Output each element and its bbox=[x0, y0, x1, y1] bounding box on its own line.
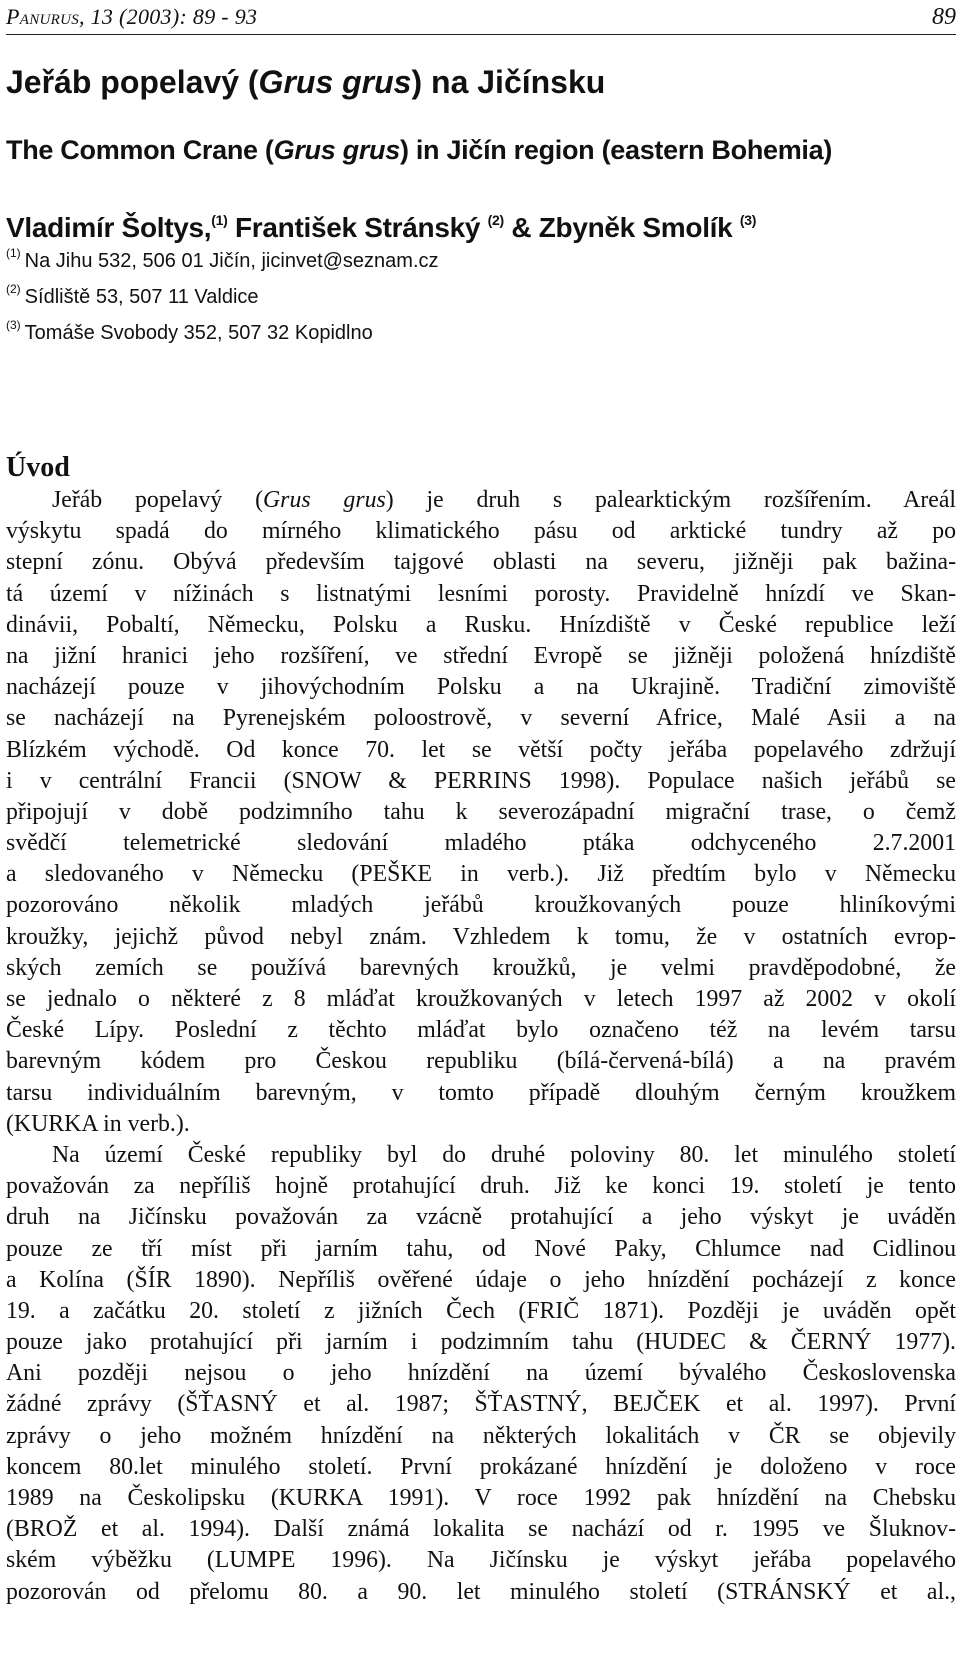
body-line: pozorováno několik mladých jeřábů kroužkovaných pouze hliníkovými bbox=[6, 892, 956, 919]
author-name: František Stránský bbox=[227, 212, 488, 243]
body-line: tarsu individuálním barevným, v tomto případě dlouhým černým kroužkem bbox=[6, 1079, 956, 1106]
body-line: nacházejí pouze v jihovýchodním Polsku a na Ukrajině. Tradiční zimoviště bbox=[6, 674, 956, 701]
body-line: České Lípy. Poslední z těchto mláďat bylo označeno též na levém tarsu bbox=[6, 1017, 956, 1044]
article-title-english bbox=[6, 133, 832, 167]
species-name: Grus grus bbox=[263, 487, 386, 513]
body-line: Na území České republiky byl do druhé poloviny 80. let minulého století bbox=[52, 1141, 956, 1168]
author-ref: (3) bbox=[739, 212, 757, 228]
body-line: koncem 80.let minulého století. První prokázané hnízdění je doloženo v roce bbox=[6, 1453, 956, 1480]
affiliation-item bbox=[6, 311, 439, 347]
affiliation-ref: (3) bbox=[6, 318, 21, 332]
body-line: ských zemích se používá barevných kroužků, je velmi pravděpodobné, že bbox=[6, 954, 956, 981]
author-name: Vladimír Šoltys, bbox=[6, 212, 212, 243]
affiliation-text: Na Jihu 532, 506 01 Jičín, jicinvet@seznam.cz bbox=[24, 250, 439, 272]
affiliation-item bbox=[6, 239, 439, 275]
body-line: na jižní hranici jeho rozšíření, ve střední Evropě se jižněji položená hnízdiště bbox=[6, 642, 956, 669]
affiliation-ref: (1) bbox=[6, 246, 21, 260]
body-line: pouze ze tří míst při jarním tahu, od Nové Paky, Chlumce nad Cidlinou bbox=[6, 1235, 956, 1262]
body-line: ském výběžku (LUMPE 1996). Na Jičínsku je výskyt jeřába popelavého bbox=[6, 1547, 956, 1574]
body-line: 1989 na Českolipsku (KURKA 1991). V roce 1992 pak hnízdění na Chebsku bbox=[6, 1485, 956, 1511]
body-line: Blízkém východě. Od konce 70. let se větší počty jeřába popelavého zdržují bbox=[6, 736, 956, 763]
title-en-species: Grus grus bbox=[273, 135, 400, 165]
title-cz-species: Grus grus bbox=[258, 64, 412, 100]
title-en-part: ) in Jičín region (eastern Bohemia) bbox=[399, 135, 833, 165]
body-line: i v centrální Francii (SNOW & PERRINS 1998). Populace našich jeřábů se bbox=[6, 767, 956, 794]
body-line bbox=[6, 485, 956, 516]
body-line: výskytu spadá do mírného klimatického pásu od arktické tundry až po bbox=[6, 518, 956, 545]
body-line: tá území v nížinách s listnatými lesními porosty. Pravidelně hnízdí ve Skan- bbox=[6, 580, 956, 607]
body-line: barevným kódem pro Českou republiku (bílá-červená-bílá) a na pravém bbox=[6, 1048, 956, 1075]
section-heading-uvod: Úvod bbox=[6, 452, 70, 483]
affiliation-item bbox=[6, 275, 439, 311]
affiliation-text: Tomáše Svobody 352, 507 32 Kopidlno bbox=[24, 322, 373, 344]
article-title-czech bbox=[6, 62, 605, 102]
body-line: druh na Jičínsku považován za vzácně protahující a jeho výskyt je uváděn bbox=[6, 1204, 956, 1231]
journal-citation: Panurus, 13 (2003): 89 - 93 bbox=[6, 4, 258, 29]
body-line: svědčí telemetrické sledování mladého ptáka odchyceného 2.7.2001 bbox=[6, 830, 956, 857]
affiliation-ref: (2) bbox=[6, 282, 21, 296]
body-line: (BROŽ et al. 1994). Další známá lokalita se nachází od r. 1995 ve Šluknov- bbox=[6, 1516, 956, 1543]
affiliation-text: Sídliště 53, 507 11 Valdice bbox=[24, 286, 259, 308]
body-line: Ani později nejsou o jeho hnízdění na území bývalého Československa bbox=[6, 1360, 956, 1387]
body-line: považován za nepříliš hojně protahující druh. Již ke konci 19. století je tento bbox=[6, 1173, 956, 1200]
body-line: a Kolína (ŠÍR 1890). Nepříliš ověřené údaje o jeho hnízdění pocházejí z konce bbox=[6, 1266, 956, 1293]
author-ref: (2) bbox=[487, 212, 504, 228]
body-line: zprávy o jeho možném hnízdění na některých lokalitách v ČR se objevily bbox=[6, 1422, 956, 1449]
title-cz-part: Jeřáb popelavý ( bbox=[6, 64, 259, 100]
body-line: kroužky, jejichž původ nebyl znám. Vzhledem k tomu, že v ostatních evrop- bbox=[6, 923, 956, 950]
body-line: (KURKA in verb.). bbox=[6, 1110, 190, 1137]
body-text bbox=[6, 485, 956, 1608]
body-line: se jednalo o některé z 8 mláďat kroužkovaných v letech 1997 až 2002 v okolí bbox=[6, 986, 956, 1012]
running-header bbox=[6, 4, 956, 35]
body-line: 19. a začátku 20. století z jižních Čech (FRIČ 1871). Později je uváděn opět bbox=[6, 1297, 956, 1324]
page-number: 89 bbox=[932, 4, 956, 30]
body-line: žádné zprávy (ŠŤASNÝ et al. 1987; ŠŤASTNÝ, BEJČEK et al. 1997). První bbox=[6, 1391, 956, 1418]
body-fragment: ) je druh s palearktickým rozšířením. Areál bbox=[385, 487, 956, 513]
affiliation-list bbox=[6, 239, 439, 347]
title-cz-part: ) na Jičínsku bbox=[411, 64, 606, 100]
title-en-part: The Common Crane ( bbox=[6, 135, 274, 165]
body-line: stepní zónu. Obývá především tajgové oblasti na severu, jižněji pak bažina- bbox=[6, 549, 956, 576]
body-line: připojují v době podzimního tahu k severozápadní migrační trase, o čemž bbox=[6, 798, 956, 825]
body-fragment: Jeřáb popelavý ( bbox=[52, 487, 263, 513]
body-line: se nacházejí na Pyrenejském poloostrově, v severní Africe, Malé Asii a na bbox=[6, 705, 956, 732]
body-line: a sledovaného v Německu (PEŠKE in verb.). Již předtím bylo v Německu bbox=[6, 861, 956, 888]
body-line: dinávii, Pobaltí, Německu, Polsku a Rusku. Hnízdiště v České republice leží bbox=[6, 611, 956, 638]
author-ref: (1) bbox=[211, 212, 228, 228]
body-line: pouze jako protahující při jarním i podzimním tahu (HUDEC & ČERNÝ 1977). bbox=[6, 1329, 956, 1356]
author-name: & Zbyněk Smolík bbox=[503, 212, 740, 243]
body-line: pozorován od přelomu 80. a 90. let minulého století (STRÁNSKÝ et al., bbox=[6, 1578, 956, 1605]
